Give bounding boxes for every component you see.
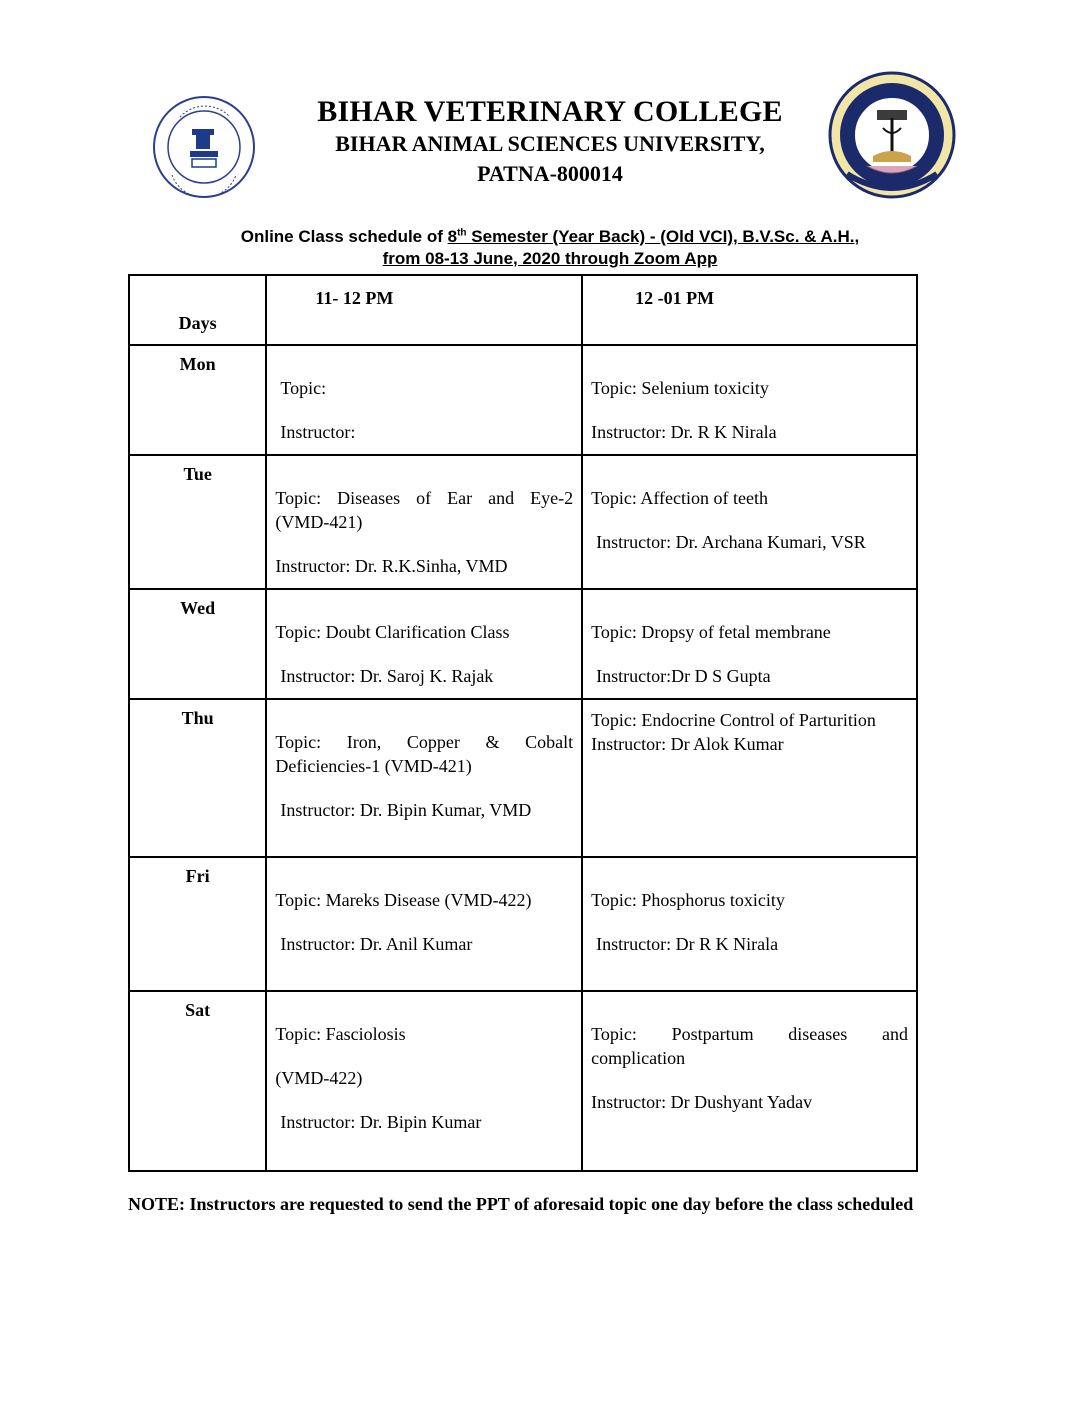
table-row bbox=[129, 345, 917, 455]
schedule-title bbox=[128, 226, 972, 270]
instructor-text: Instructor: Dr. Bipin Kumar bbox=[280, 1112, 482, 1132]
table-row bbox=[129, 857, 917, 991]
table-row bbox=[129, 589, 917, 699]
university-name: BIHAR ANIMAL SCIENCES UNIVERSITY, bbox=[335, 131, 765, 156]
topic-text: Topic: Selenium toxicity bbox=[591, 378, 769, 398]
days-header: Days bbox=[129, 275, 266, 345]
course-code-text: (VMD-422) bbox=[275, 1068, 363, 1088]
day-label: Thu bbox=[129, 699, 266, 857]
slot2-cell bbox=[582, 699, 917, 857]
slot2-cell bbox=[582, 991, 917, 1171]
table-row bbox=[129, 991, 917, 1171]
topic-text: Topic: Dropsy of fetal membrane bbox=[591, 622, 831, 642]
slot1-cell bbox=[266, 991, 582, 1171]
instructor-text: Instructor: Dr. R K Nirala bbox=[591, 422, 777, 442]
instructor-text: Instructor: Dr. Bipin Kumar, VMD bbox=[280, 800, 532, 820]
schedule-table bbox=[128, 274, 918, 1172]
slot2-cell bbox=[582, 589, 917, 699]
instructor-text: Instructor: Dr. Anil Kumar bbox=[280, 934, 473, 954]
day-label: Mon bbox=[129, 345, 266, 455]
table-row bbox=[129, 699, 917, 857]
day-label: Fri bbox=[129, 857, 266, 991]
day-label: Sat bbox=[129, 991, 266, 1171]
slot1-cell bbox=[266, 345, 582, 455]
instructor-text: Instructor: Dr R K Nirala bbox=[596, 934, 779, 954]
topic-text: Topic: Fasciolosis bbox=[275, 1024, 406, 1044]
slot1-cell bbox=[266, 699, 582, 857]
slot1-header: 11- 12 PM bbox=[266, 275, 582, 345]
topic-text: Topic: Affection of teeth bbox=[591, 488, 768, 508]
day-label: Tue bbox=[129, 455, 266, 589]
instructor-text: Instructor:Dr D S Gupta bbox=[596, 666, 771, 686]
college-name: BIHAR VETERINARY COLLEGE bbox=[317, 95, 783, 128]
slot2-cell bbox=[582, 455, 917, 589]
topic-text: Topic: Endocrine Control of Parturition bbox=[591, 710, 876, 730]
topic-text: Topic: Postpartum diseases and complication bbox=[591, 1024, 908, 1068]
instructor-text: Instructor: Dr. Archana Kumari, VSR bbox=[596, 532, 866, 552]
schedule-title-line2: from 08-13 June, 2020 through Zoom App bbox=[382, 249, 718, 268]
schedule-title-line1: Online Class schedule of 8th Semester (Year Back) - (Old VCI), B.V.Sc. & A.H., bbox=[240, 227, 860, 246]
slot1-cell bbox=[266, 857, 582, 991]
slot2-cell bbox=[582, 857, 917, 991]
topic-text: Topic: Iron, Copper & Cobalt Deficiencies-1 (VMD-421) bbox=[275, 732, 574, 776]
city-pin: PATNA-800014 bbox=[477, 161, 623, 186]
slot1-cell bbox=[266, 589, 582, 699]
slot1-cell bbox=[266, 455, 582, 589]
topic-text: Topic: bbox=[280, 378, 327, 398]
instructor-text: Instructor: Dr. Saroj K. Rajak bbox=[280, 666, 494, 686]
instructor-text: Instructor: Dr Dushyant Yadav bbox=[591, 1092, 813, 1112]
document-header bbox=[0, 0, 1088, 200]
instructor-text: Instructor: bbox=[280, 422, 356, 442]
instructor-note: NOTE: Instructors are requested to send the PPT of aforesaid topic one day before the class scheduled bbox=[128, 1194, 914, 1214]
topic-text: Topic: Doubt Clarification Class bbox=[275, 622, 510, 642]
instructor-text: Instructor: Dr. R.K.Sinha, VMD bbox=[275, 556, 508, 576]
topic-text: Topic: Phosphorus toxicity bbox=[591, 890, 785, 910]
topic-text: Topic: Mareks Disease (VMD-422) bbox=[275, 890, 532, 910]
topic-text: Topic: Diseases of Ear and Eye-2 (VMD-421) bbox=[275, 488, 574, 532]
instructor-text: Instructor: Dr Alok Kumar bbox=[591, 734, 784, 754]
table-row bbox=[129, 455, 917, 589]
slot2-header: 12 -01 PM bbox=[582, 275, 917, 345]
header-text bbox=[250, 95, 850, 188]
table-header-row bbox=[129, 275, 917, 345]
slot2-cell bbox=[582, 345, 917, 455]
day-label: Wed bbox=[129, 589, 266, 699]
university-emblem-logo bbox=[140, 95, 268, 199]
